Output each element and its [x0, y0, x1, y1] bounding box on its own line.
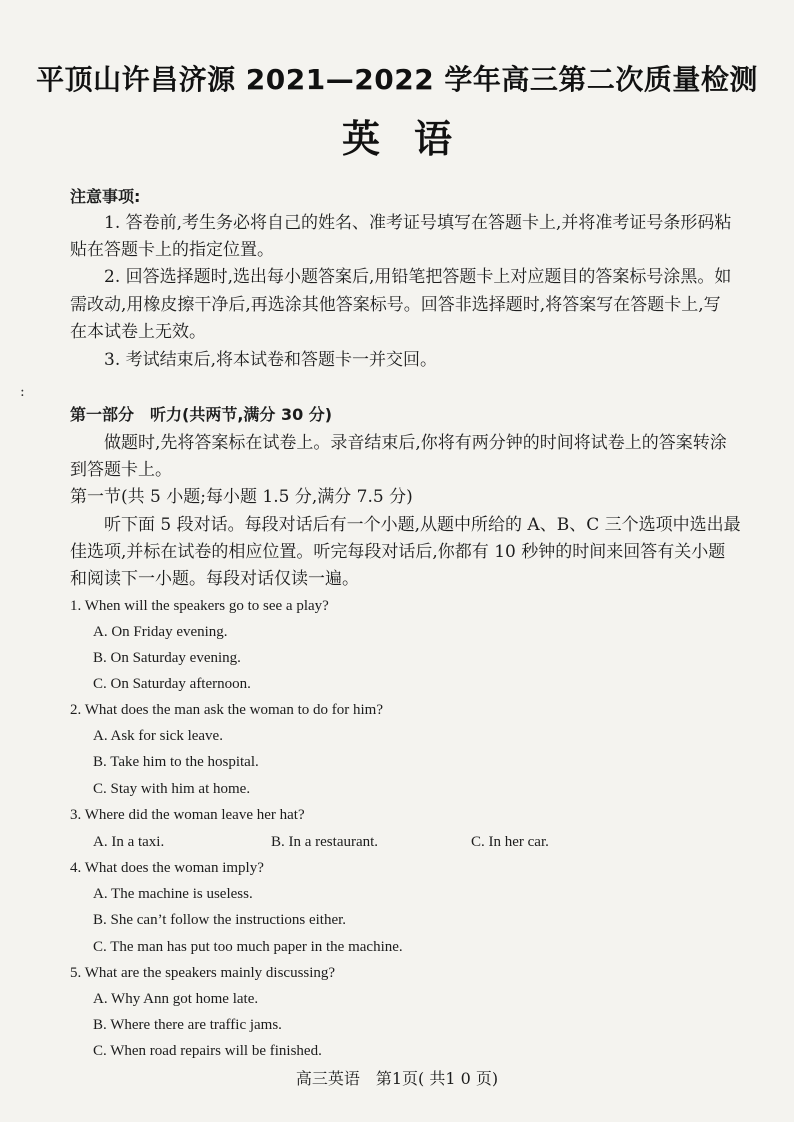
notice-heading: 注意事项: — [70, 187, 141, 206]
question-5-option-b: B. Where there are traffic jams. — [93, 1017, 282, 1033]
question-4-option-b: B. She can’t follow the instructions either. — [93, 912, 347, 928]
margin-mark: : — [20, 384, 25, 400]
question-5-stem: 5. What are the speakers mainly discussing? — [70, 965, 336, 981]
question-3-option-b: B. In a restaurant. — [271, 834, 379, 850]
question-5-option-a: A. Why Ann got home late. — [93, 991, 259, 1007]
notice-item-2-line-1: 2. 回答选择题时,选出每小题答案后,用铅笔把答题卡上对应题目的答案标号涂黑。如 — [104, 267, 732, 287]
notice-item-1-line-2: 贴在答题卡上的指定位置。 — [70, 240, 274, 260]
question-1-stem: 1. When will the speakers go to see a play? — [70, 598, 329, 614]
section1-line-1: 听下面 5 段对话。每段对话后有一个小题,从题中所给的 A、B、C 三个选项中选出最 — [104, 515, 741, 535]
question-3-option-a: A. In a taxi. — [93, 834, 165, 850]
question-1-option-a: A. On Friday evening. — [93, 624, 228, 640]
notice-item-2-line-2: 需改动,用橡皮擦干净后,再选涂其他答案标号。回答非选择题时,将答案写在答题卡上,写 — [70, 295, 721, 315]
section1-line-2: 佳选项,并标在试卷的相应位置。听完每段对话后,你都有 10 秒钟的时间来回答有关小题 — [70, 542, 726, 562]
question-2-option-c: C. Stay with him at home. — [93, 781, 251, 797]
page-footer: 高三英语 第1页( 共1 0 页) — [295, 1069, 499, 1088]
question-1-option-b: B. On Saturday evening. — [93, 650, 241, 666]
notice-item-3-line-1: 3. 考试结束后,将本试卷和答题卡一并交回。 — [104, 350, 438, 370]
notice-item-1-line-1: 1. 答卷前,考生务必将自己的姓名、准考证号填写在答题卡上,并将准考证号条形码粘 — [104, 213, 732, 233]
part1-intro-line-1: 做题时,先将答案标在试卷上。录音结束后,你将有两分钟的时间将试卷上的答案转涂 — [104, 433, 727, 453]
question-4-stem: 4. What does the woman imply? — [70, 860, 264, 876]
section1-line-3: 和阅读下一小题。每段对话仅读一遍。 — [70, 569, 359, 589]
notice-item-2-line-3: 在本试卷上无效。 — [70, 322, 206, 342]
question-3-stem: 3. Where did the woman leave her hat? — [70, 807, 305, 823]
question-2-option-b: B. Take him to the hospital. — [93, 754, 259, 770]
section1-heading: 第一节(共 5 小题;每小题 1.5 分,满分 7.5 分) — [70, 487, 413, 507]
exam-title: 平顶山许昌济源 2021—2022 学年高三第二次质量检测 — [36, 63, 758, 96]
question-1-option-c: C. On Saturday afternoon. — [93, 676, 251, 692]
question-2-option-a: A. Ask for sick leave. — [93, 728, 223, 744]
question-5-option-c: C. When road repairs will be finished. — [93, 1043, 322, 1059]
question-4-option-a: A. The machine is useless. — [93, 886, 253, 902]
part1-heading: 第一部分 听力(共两节,满分 30 分) — [70, 405, 333, 424]
question-2-stem: 2. What does the man ask the woman to do for him? — [70, 702, 383, 718]
question-3-option-c: C. In her car. — [471, 834, 549, 850]
question-4-option-c: C. The man has put too much paper in the machine. — [93, 939, 403, 955]
subject-title: 英语 — [341, 117, 486, 161]
part1-intro-line-2: 到答题卡上。 — [70, 460, 172, 480]
